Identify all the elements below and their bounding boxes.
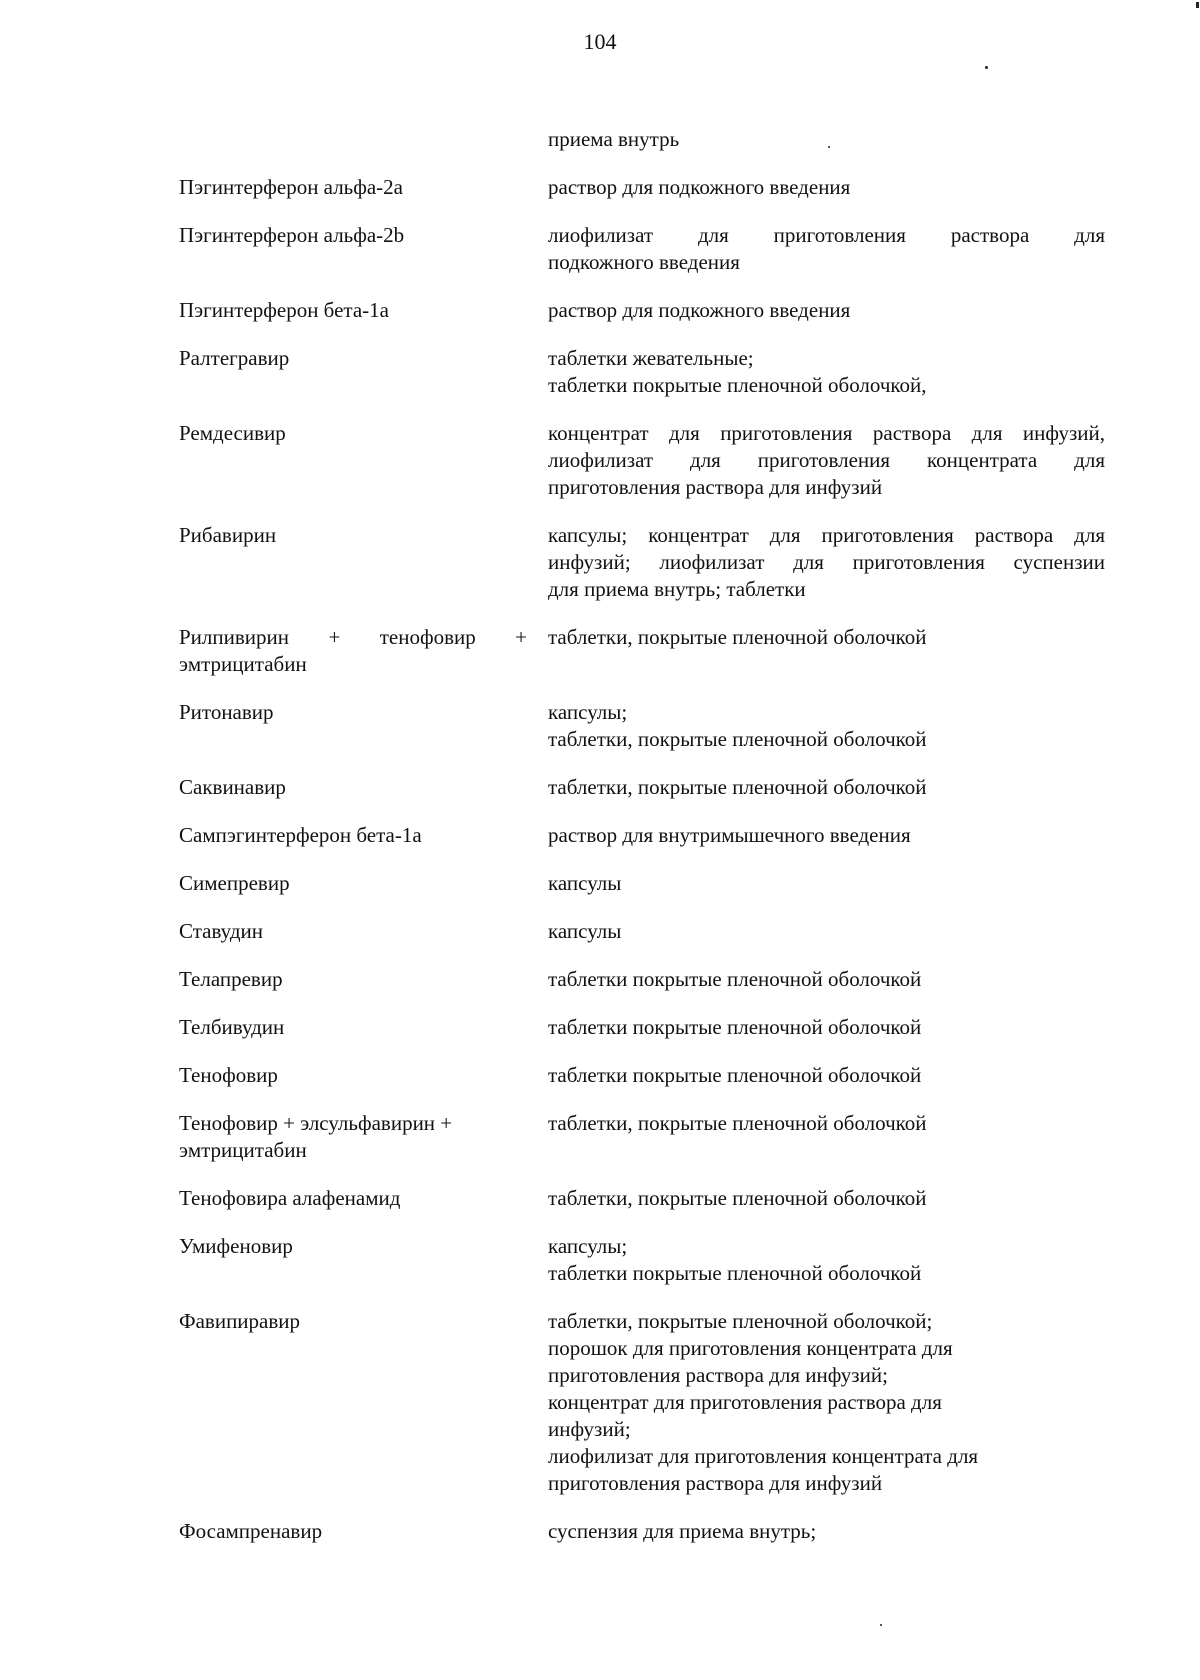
page-number: 104 [583,29,617,54]
dosage-form: таблетки покрытые пленочной оболочкой [548,1015,922,1039]
list-item [179,1062,1125,1089]
drug-name: Фавипиравир [179,1309,301,1333]
drug-name: Пэгинтерферон альфа-2а [179,175,403,199]
dosage-form: раствор для подкожного введения [548,175,851,199]
drug-name: Рилпивирин + тенофовир + эмтрицитабин [179,625,527,676]
list-item [179,126,1125,153]
drug-name: Телбивудин [179,1015,285,1039]
drug-name: Тенофовира алафенамид [179,1186,401,1210]
scan-speck [1196,2,1199,8]
drug-name: Фосампренавир [179,1519,323,1543]
list-item [179,1233,1125,1287]
list-item [179,1518,1125,1545]
dosage-form: таблетки покрытые пленочной оболочкой [548,967,922,991]
dosage-form: таблетки жевательные; таблетки покрытые пленочной оболочкой, [548,346,927,397]
drug-list [179,126,1125,1566]
list-item [179,1110,1125,1164]
dosage-form: капсулы [548,919,622,943]
list-item [179,624,1125,678]
list-item [179,774,1125,801]
drug-name: Рибавирин [179,523,277,547]
drug-name: Саквинавир [179,775,286,799]
dosage-form: раствор для подкожного введения [548,298,851,322]
drug-name: Ралтегравир [179,346,290,370]
list-item [179,174,1125,201]
list-item [179,699,1125,753]
list-item [179,1014,1125,1041]
list-item [179,522,1125,603]
dosage-form: раствор для внутримышечного введения [548,823,911,847]
dosage-form: капсулы; концентрат для приготовления раствора для инфузий; лиофилизат для приготовления суспензии для приема внутрь; таблетки [548,523,1105,601]
dosage-form: таблетки, покрытые пленочной оболочкой [548,1111,927,1135]
drug-name: Ремдесивир [179,421,286,445]
list-item [179,297,1125,324]
dosage-form: концентрат для приготовления раствора для инфузий, лиофилизат для приготовления концентрата для приготовления раствора для инфузий [548,421,1105,499]
list-item [179,1308,1125,1497]
scan-speck [880,1624,882,1626]
list-item [179,870,1125,897]
drug-name: Пэгинтерферон альфа-2b [179,223,405,247]
dosage-form: таблетки, покрытые пленочной оболочкой [548,775,927,799]
dosage-form: таблетки, покрытые пленочной оболочкой; порошок для приготовления концентрата для приготовления раствора для инфузий; концентрат для приготовления раствора для инфузий; лиофилизат для приготовления концентрата для приготовления раствора для инфузий [548,1309,979,1495]
dosage-form: суспензия для приема внутрь; [548,1519,817,1543]
dosage-form: капсулы [548,871,622,895]
drug-name [179,126,527,153]
drug-name: Тенофовир + элсульфавирин + эмтрицитабин [179,1111,453,1162]
scan-speck [985,66,988,69]
dosage-form: таблетки покрытые пленочной оболочкой [548,1063,922,1087]
list-item [179,822,1125,849]
drug-name: Тенофовир [179,1063,278,1087]
list-item [179,345,1125,399]
list-item [179,1185,1125,1212]
drug-name: Пэгинтерферон бета-1а [179,298,389,322]
list-item [179,222,1125,276]
dosage-form: таблетки, покрытые пленочной оболочкой [548,625,927,649]
list-item [179,918,1125,945]
drug-name: Телапревир [179,967,283,991]
drug-name: Сампэгинтерферон бета-1а [179,823,422,847]
list-item [179,966,1125,993]
dosage-form: капсулы; таблетки, покрытые пленочной оболочкой [548,700,927,751]
drug-name: Ставудин [179,919,264,943]
list-item [179,420,1125,501]
drug-name: Умифеновир [179,1234,293,1258]
drug-name: Ритонавир [179,700,274,724]
dosage-form: капсулы; таблетки покрытые пленочной оболочкой [548,1234,922,1285]
drug-name: Симепревир [179,871,290,895]
dosage-form: приема внутрь [548,127,680,151]
dosage-form: лиофилизат для приготовления раствора для подкожного введения [548,223,1105,274]
dosage-form: таблетки, покрытые пленочной оболочкой [548,1186,927,1210]
